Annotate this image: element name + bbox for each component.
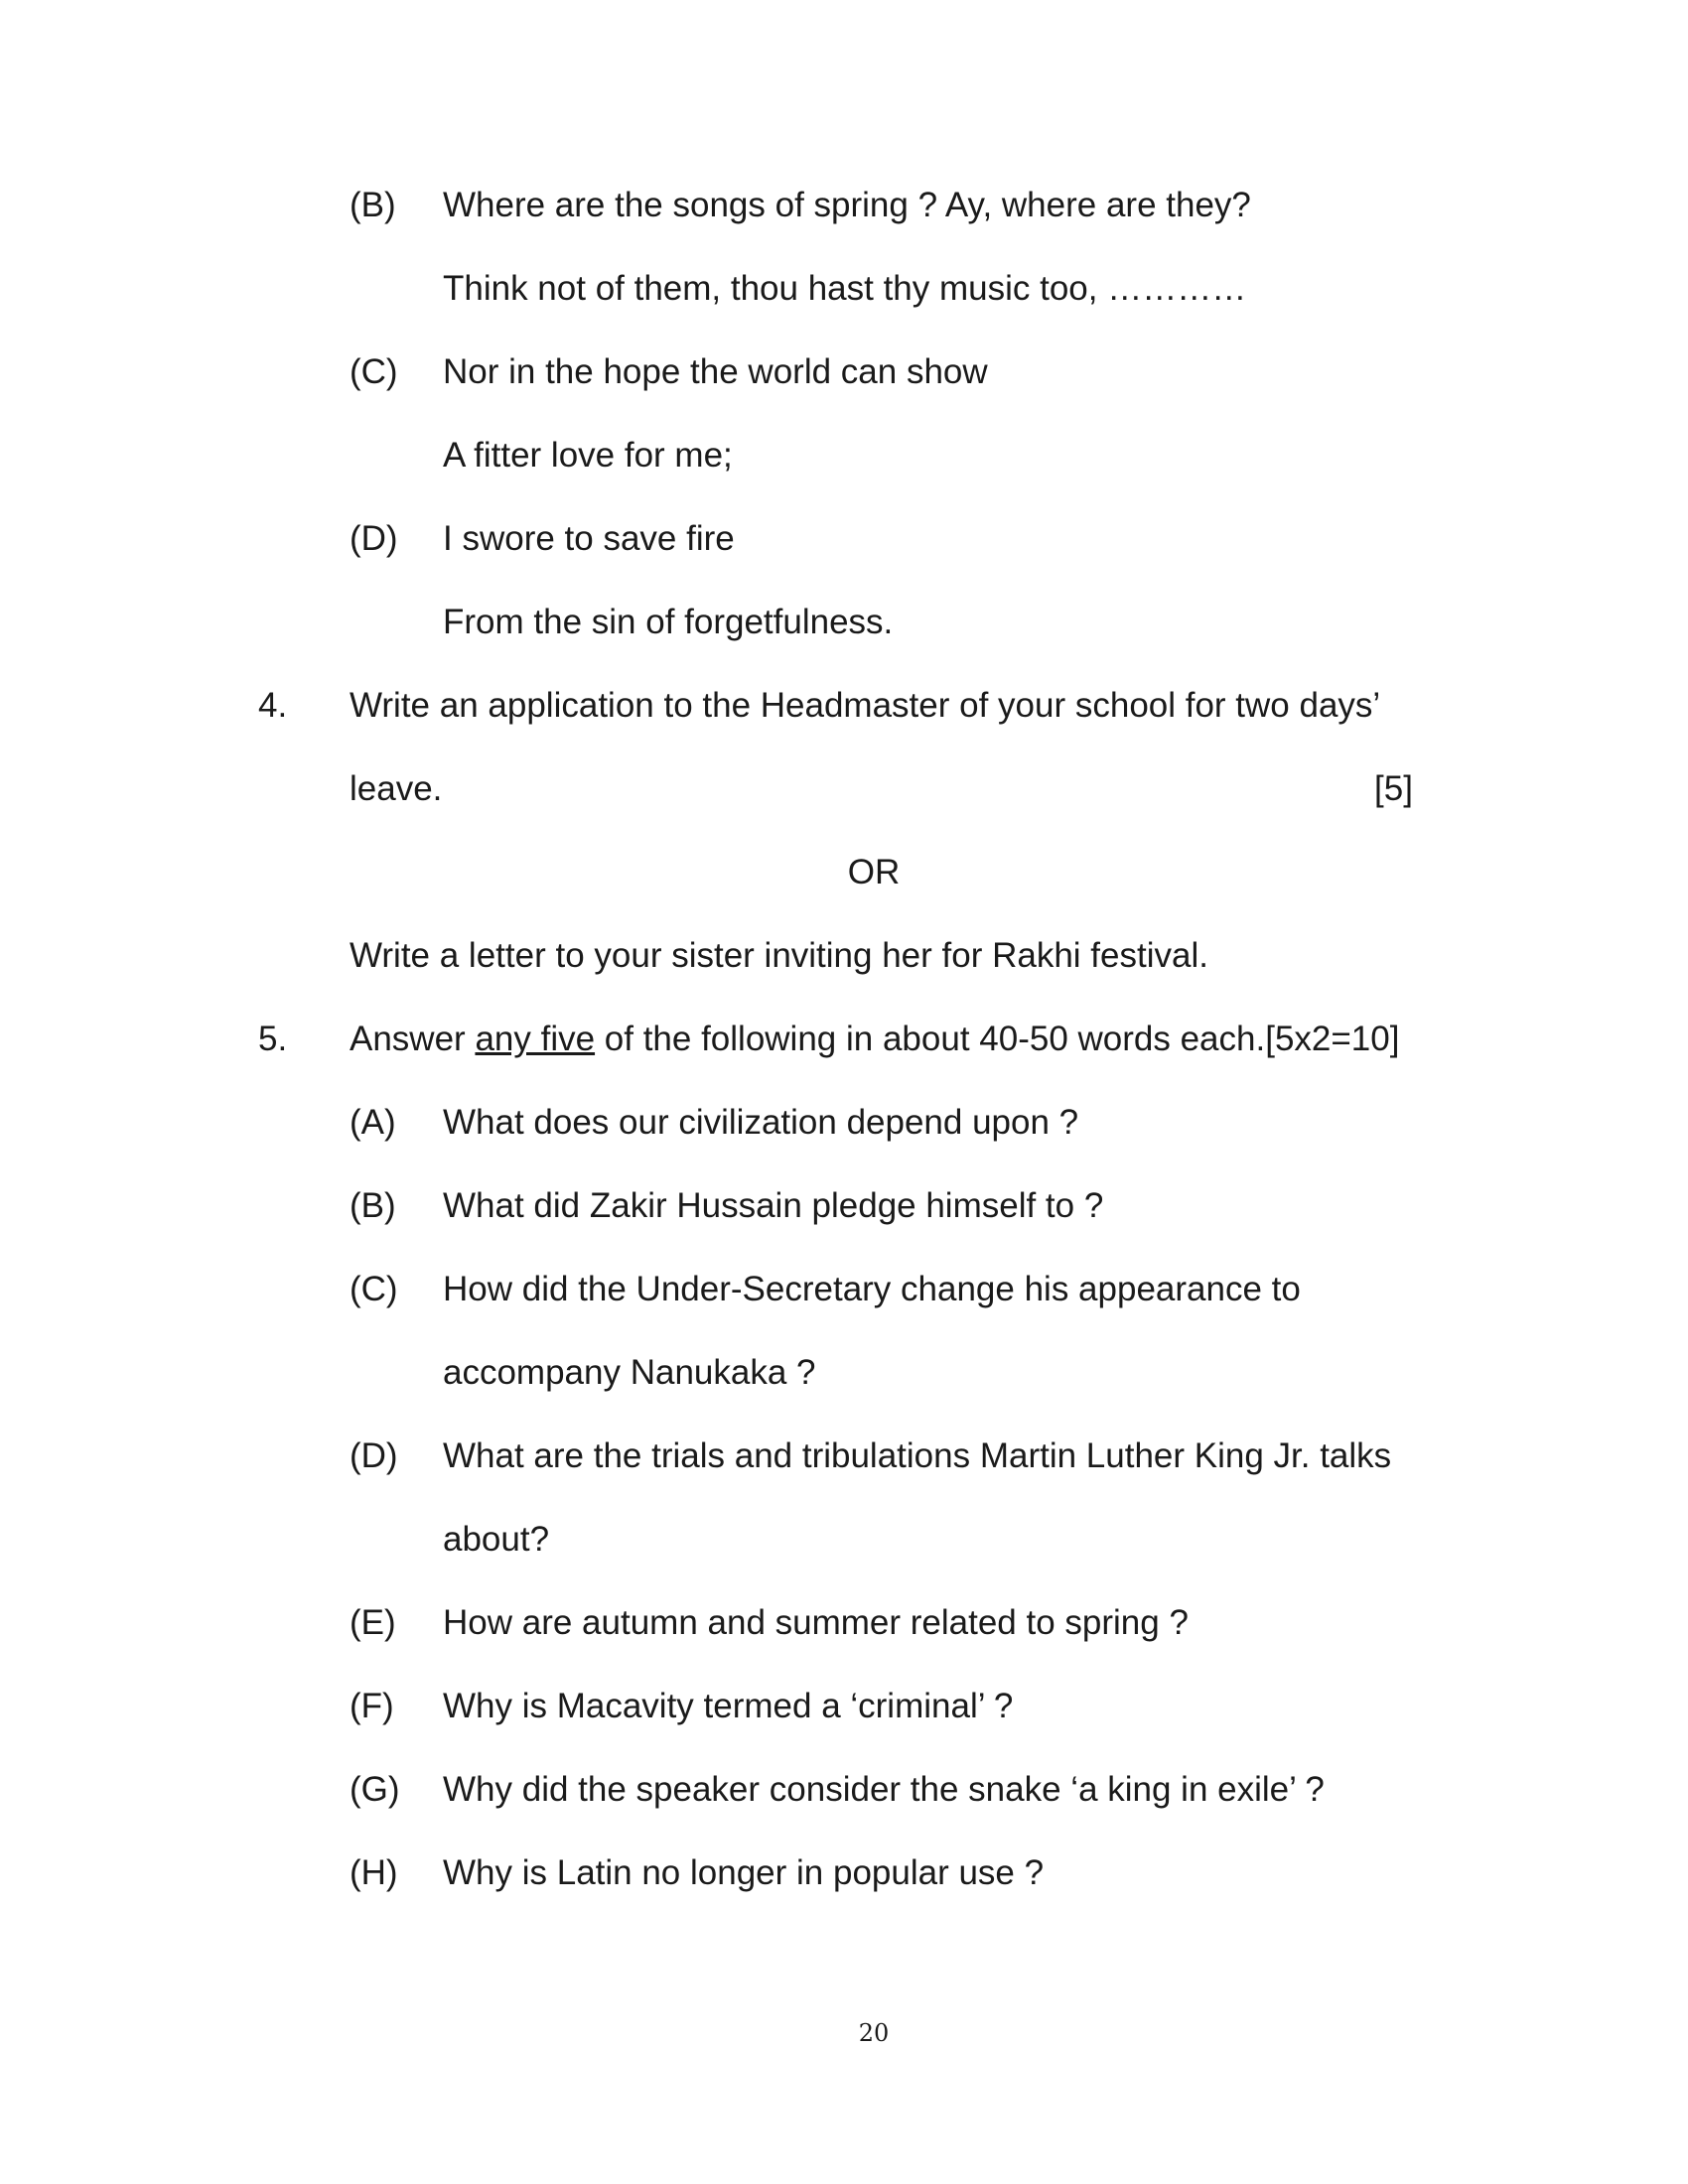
q5-item-f-text: Why is Macavity termed a ‘criminal’ ? <box>443 1687 1014 1725</box>
q5-item-a-label: (A) <box>350 1103 396 1142</box>
q5-suffix: of the following in about 40-50 words each.[5x2=10] <box>595 1020 1400 1058</box>
q5-number: 5. <box>258 1020 288 1058</box>
q3-item-d-label: (D) <box>350 519 398 558</box>
q5-item-c-label: (C) <box>350 1270 398 1308</box>
q4-alternative: Write a letter to your sister inviting her for Rakhi festival. <box>350 936 1208 975</box>
q5-item-d-label: (D) <box>350 1436 398 1475</box>
q3-item-d-line2: From the sin of forgetfulness. <box>443 603 894 641</box>
q3-item-b-label: (B) <box>350 186 396 224</box>
q5-item-b-label: (B) <box>350 1186 396 1225</box>
q3-item-b-line2: Think not of them, thou hast thy music too, ………… <box>443 269 1247 308</box>
q4-line1: Write an application to the Headmaster of your school for two days’ <box>350 686 1381 725</box>
q4-number: 4. <box>258 686 288 725</box>
q5-item-g-text: Why did the speaker consider the snake ‘a king in exile’ ? <box>443 1770 1325 1809</box>
q3-item-c-label: (C) <box>350 352 398 391</box>
q3-item-d-line1: I swore to save fire <box>443 519 735 558</box>
q4-marks: [5] <box>1374 769 1413 808</box>
q5-item-b-text: What did Zakir Hussain pledge himself to ? <box>443 1186 1104 1225</box>
q5-item-a-text: What does our civilization depend upon ? <box>443 1103 1079 1142</box>
q5-item-c-line2: accompany Nanukaka ? <box>443 1353 816 1392</box>
q5-prefix: Answer <box>350 1020 476 1058</box>
q5-item-g-label: (G) <box>350 1770 400 1809</box>
q5-instruction <box>350 1020 1399 1059</box>
q5-item-e-label: (E) <box>350 1603 396 1642</box>
q5-item-e-text: How are autumn and summer related to spring ? <box>443 1603 1189 1642</box>
q3-item-c-line2: A fitter love for me; <box>443 436 733 475</box>
q5-emphasis: any five <box>475 1020 596 1058</box>
q3-item-b-line1: Where are the songs of spring ? Ay, where are they? <box>443 186 1251 224</box>
q5-item-h-text: Why is Latin no longer in popular use ? <box>443 1853 1045 1892</box>
q5-item-c-line1: How did the Under-Secretary change his appearance to <box>443 1270 1301 1308</box>
q5-item-d-line1: What are the trials and tribulations Martin Luther King Jr. talks <box>443 1436 1392 1475</box>
q4-line2: leave. <box>350 769 443 808</box>
q4-or: OR <box>847 853 901 891</box>
q5-item-h-label: (H) <box>350 1853 398 1892</box>
q5-item-d-line2: about? <box>443 1520 550 1559</box>
q3-item-c-line1: Nor in the hope the world can show <box>443 352 988 391</box>
q5-item-f-label: (F) <box>350 1687 394 1725</box>
page-number: 20 <box>858 2019 890 2047</box>
